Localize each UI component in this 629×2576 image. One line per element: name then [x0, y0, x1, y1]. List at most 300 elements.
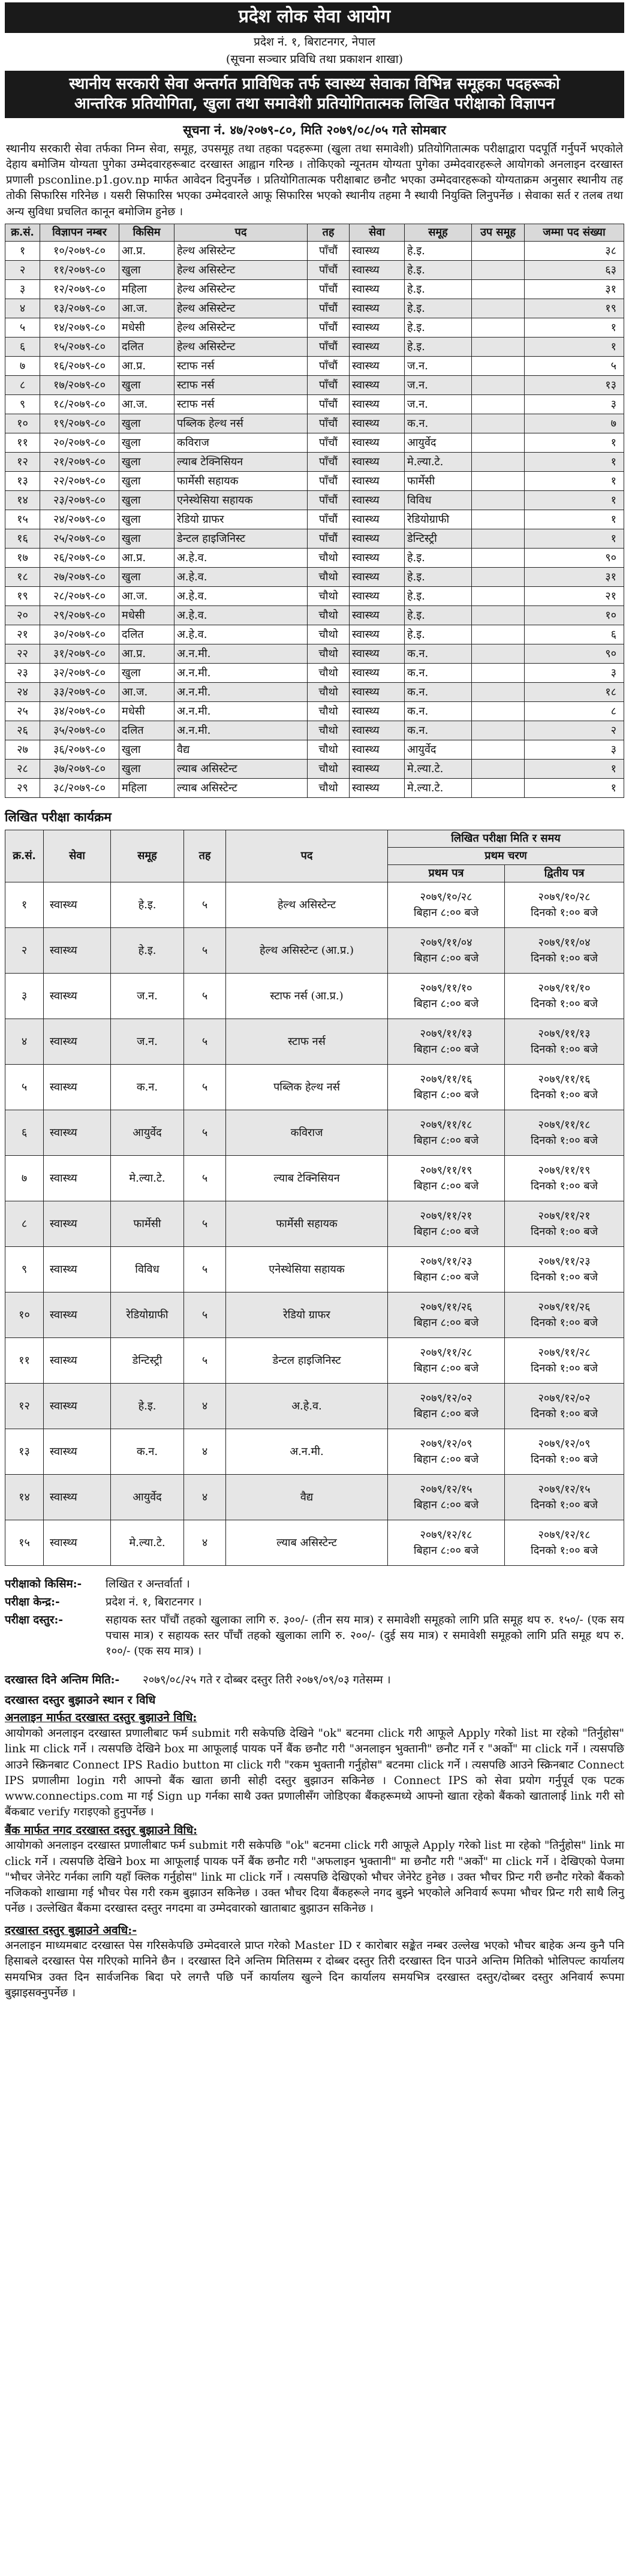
vacancy-cell: १ [525, 318, 624, 338]
vacancy-cell: हे.इ. [405, 587, 472, 606]
vacancy-cell: हेल्थ असिस्टेन्ट [174, 242, 308, 261]
vacancy-cell: स्वास्थ्य [350, 453, 405, 472]
vacancy-cell: आ.ज. [119, 299, 174, 318]
vacancy-cell: २८/२०७९-८० [40, 587, 119, 606]
vacancy-cell: स्वास्थ्य [350, 510, 405, 529]
deadline-row [5, 1673, 624, 1688]
exam-paper1 [388, 1520, 505, 1566]
vacancy-row [5, 318, 624, 338]
vacancy-cell [472, 414, 525, 433]
exam-post: डेन्टल हाइजिनिस्ट [226, 1338, 388, 1384]
vacancy-cell: २४ [5, 683, 40, 702]
vacancy-cell [472, 376, 525, 395]
vacancy-cell: स्टाफ नर्स [174, 357, 308, 376]
vacancy-row [5, 299, 624, 318]
vacancy-cell: १९/२०७९-८० [40, 414, 119, 433]
exam-paper2 [505, 882, 624, 928]
exam-paper1-date: २०७९/१२/१५ [420, 1483, 472, 1496]
exam-sn: २ [5, 928, 44, 974]
exam-group: विविध [111, 1247, 184, 1292]
vacancy-col-2: किसिम [119, 224, 174, 241]
vacancy-cell: १५/२०७९-८० [40, 338, 119, 357]
exam-level: ५ [184, 974, 226, 1019]
vacancy-cell: चौथो [308, 644, 350, 664]
exam-paper2 [505, 1065, 624, 1110]
vacancy-cell: १ [525, 760, 624, 779]
exam-paper1-time: बिहान ८:०० बजे [413, 1544, 479, 1557]
vacancy-cell: २८ [5, 760, 40, 779]
exam-group: डेन्टिस्ट्री [111, 1338, 184, 1384]
exam-level: ४ [184, 1384, 226, 1429]
vacancy-cell [472, 395, 525, 414]
vacancy-cell: ज.न. [405, 395, 472, 414]
vacancy-row [5, 568, 624, 587]
vacancy-cell: क.न. [405, 664, 472, 683]
vacancy-cell: चौथो [308, 568, 350, 587]
vacancy-cell: आ.ज. [119, 395, 174, 414]
exam-level: ४ [184, 1429, 226, 1475]
vacancy-cell: स्वास्थ्य [350, 721, 405, 740]
vacancy-cell: हे.इ. [405, 606, 472, 625]
vacancy-cell: आ.प्र. [119, 644, 174, 664]
exam-group: क.न. [111, 1065, 184, 1110]
vacancy-cell: खुला [119, 453, 174, 472]
exam-paper2 [505, 1429, 624, 1475]
vacancy-cell [472, 644, 525, 664]
exam-service: स्वास्थ्य [44, 1156, 111, 1201]
vacancy-cell: २६ [5, 721, 40, 740]
header [5, 2, 624, 68]
exam-paper1-time: बिहान ८:०० बजे [413, 1270, 479, 1284]
exam-post: रेडियो ग्राफर [226, 1292, 388, 1338]
vacancy-cell: हे.इ. [405, 261, 472, 280]
vacancy-cell: अ.हे.व. [174, 606, 308, 625]
vacancy-cell: २४/२०७९-८० [40, 510, 119, 529]
exam-row [5, 1475, 624, 1520]
exam-paper1 [388, 1429, 505, 1475]
vacancy-cell: ३ [525, 664, 624, 683]
vacancy-cell: हे.इ. [405, 549, 472, 568]
exam-paper2-time: दिनको १:०० बजे [531, 1361, 598, 1375]
vacancy-cell: डेन्टिस्ट्री [405, 529, 472, 549]
vacancy-cell: स्वास्थ्य [350, 261, 405, 280]
exam-level: ५ [184, 1019, 226, 1065]
vacancy-cell [472, 664, 525, 683]
exam-paper1 [388, 1110, 505, 1156]
vacancy-cell: पब्लिक हेल्थ नर्स [174, 414, 308, 433]
vacancy-cell: स्वास्थ्य [350, 338, 405, 357]
exam-paper2 [505, 1338, 624, 1384]
vacancy-cell: क.न. [405, 721, 472, 740]
vacancy-cell: ३१/२०७९-८० [40, 644, 119, 664]
vacancy-cell: १२ [5, 453, 40, 472]
exam-type-row [5, 1577, 624, 1592]
exam-paper2-time: दिनको १:०० बजे [531, 1043, 598, 1056]
vacancy-cell: खुला [119, 433, 174, 453]
vacancy-cell: अ.हे.व. [174, 568, 308, 587]
exam-paper1-time: बिहान ८:०० बजे [413, 1316, 479, 1329]
exam-paper2-date: २०७९/११/१३ [538, 1027, 591, 1040]
exam-paper1 [388, 1475, 505, 1520]
vacancy-cell: १३ [5, 472, 40, 491]
vacancy-cell: पाँचौं [308, 280, 350, 299]
exam-group: मे.ल्या.टे. [111, 1156, 184, 1201]
vacancy-cell: हे.इ. [405, 318, 472, 338]
exam-paper2 [505, 974, 624, 1019]
vacancy-cell: ३२/२०७९-८० [40, 664, 119, 683]
exam-post: अ.हे.व. [226, 1384, 388, 1429]
exam-paper1-date: २०७९/११/०४ [420, 936, 472, 949]
vacancy-cell: अ.न.मी. [174, 664, 308, 683]
exam-post: फार्मेसी सहायक [226, 1201, 388, 1247]
vacancy-cell: ५ [525, 357, 624, 376]
vacancy-cell: क.न. [405, 702, 472, 721]
vacancy-cell: स्वास्थ्य [350, 491, 405, 510]
exam-service: स्वास्थ्य [44, 1065, 111, 1110]
vacancy-cell: हे.इ. [405, 338, 472, 357]
vacancy-cell [472, 683, 525, 702]
vacancy-cell: खुला [119, 664, 174, 683]
vacancy-cell: खुला [119, 740, 174, 760]
vacancy-col-3: पद [174, 224, 308, 241]
vacancy-cell: क.न. [405, 683, 472, 702]
vacancy-cell [472, 721, 525, 740]
vacancy-cell: खुला [119, 510, 174, 529]
vacancy-cell: फार्मेसी सहायक [174, 472, 308, 491]
vacancy-cell [472, 702, 525, 721]
vacancy-cell [472, 357, 525, 376]
exam-paper1-date: २०७९/११/१३ [420, 1027, 472, 1040]
vacancy-cell: स्वास्थ्य [350, 280, 405, 299]
exam-paper2-time: दिनको १:०० बजे [531, 1453, 598, 1466]
exam-sn: ७ [5, 1156, 44, 1201]
exam-paper2-time: दिनको १:०० बजे [531, 1544, 598, 1557]
vacancy-cell: ३ [525, 740, 624, 760]
vacancy-cell: अ.हे.व. [174, 587, 308, 606]
vacancy-cell: स्वास्थ्य [350, 702, 405, 721]
vacancy-cell: २५/२०७९-८० [40, 529, 119, 549]
exam-level: ५ [184, 1156, 226, 1201]
fee-place-heading: दरखास्त दस्तुर बुझाउने स्थान र विधि [5, 1693, 156, 1707]
vacancy-cell: हे.इ. [405, 280, 472, 299]
vacancy-row [5, 664, 624, 683]
vacancy-row [5, 338, 624, 357]
exam-level: ५ [184, 1338, 226, 1384]
vacancy-cell: १६/२०७९-८० [40, 357, 119, 376]
vacancy-cell [472, 606, 525, 625]
exam-post: अ.न.मी. [226, 1429, 388, 1475]
vacancy-row [5, 740, 624, 760]
vacancy-cell: हे.इ. [405, 625, 472, 644]
exam-group: ज.न. [111, 974, 184, 1019]
vacancy-cell [472, 318, 525, 338]
vacancy-cell: अ.न.मी. [174, 644, 308, 664]
payment-period-text: अनलाइन माध्यमबाट दरखास्त पेस गरिसकेपछि उम्मेदवारले प्राप्त गरेको Master ID र कारोबार सङ्केत नम्बर उल्लेख भएको भौचर बाहेक अन्य कुनै पनि हिसाबले दरखास्त पेस गरिएको मानिने छैन । दरखास्त दिने अन्तिम मितिसम्म र दोब्बर दस्तुर तिरी दरखास्त दिन पाउने अन्तिम मितिको भोलिपल्ट कार्यालय समयभित्र उक्त दिन सार्वजनिक बिदा परे लगत्तै पछि पर्ने कार्यालय खुल्ने दिन कार्यालय समयभित्र दरखास्त दस्तुर/दोब्बर दस्तुर अनिवार्य रूपमा बुझाइसक्नुपर्नेछ । [5, 1939, 624, 2000]
exam-level: ५ [184, 1065, 226, 1110]
exam-paper1-time: बिहान ८:०० बजे [413, 1498, 479, 1511]
vacancy-cell: अ.हे.व. [174, 625, 308, 644]
vacancy-cell: दलित [119, 338, 174, 357]
exam-level: ५ [184, 1110, 226, 1156]
exam-paper1-time: बिहान ८:०० बजे [413, 1407, 479, 1420]
exam-level: ४ [184, 1520, 226, 1566]
exam-service: स्वास्थ्य [44, 882, 111, 928]
vacancy-cell: स्वास्थ्य [350, 760, 405, 779]
branch-name: (सूचना सञ्चार प्रविधि तथा प्रकाशन शाखा) [225, 53, 404, 67]
vacancy-cell: ७ [525, 414, 624, 433]
col-sn: क्र.सं. [5, 830, 44, 882]
vacancy-cell: ११/२०७९-८० [40, 261, 119, 280]
exam-paper1-time: बिहान ८:०० बजे [413, 1453, 479, 1466]
exam-paper2 [505, 1475, 624, 1520]
exam-paper1-date: २०७९/१२/०२ [420, 1391, 472, 1405]
col-level: तह [184, 830, 226, 882]
exam-sn: ११ [5, 1338, 44, 1384]
exam-paper1-date: २०७९/११/२३ [420, 1255, 472, 1268]
exam-post: पब्लिक हेल्थ नर्स [226, 1065, 388, 1110]
vacancy-cell: ज.न. [405, 376, 472, 395]
exam-paper1 [388, 1384, 505, 1429]
vacancy-row [5, 472, 624, 491]
exam-group: क.न. [111, 1429, 184, 1475]
exam-fee-label: परीक्षा दस्तुर:- [5, 1614, 64, 1627]
exam-group: हे.इ. [111, 882, 184, 928]
vacancy-cell: ८ [5, 376, 40, 395]
exam-post: वैद्य [226, 1475, 388, 1520]
vacancy-cell: १ [525, 338, 624, 357]
vacancy-cell: खुला [119, 414, 174, 433]
vacancy-cell: १२/२०७९-८० [40, 280, 119, 299]
exam-paper1-time: बिहान ८:०० बजे [413, 1225, 479, 1238]
vacancy-cell: १ [5, 242, 40, 261]
exam-paper2-date: २०७९/११/१० [538, 981, 591, 995]
vacancy-cell: १०/२०७९-८० [40, 242, 119, 261]
intro-paragraph: स्थानीय सरकारी सेवा तर्फका निम्न सेवा, समूह, उपसमूह तथा तहका पदहरूमा (खुला तथा समावेशी) प्रतियोगितात्मक परीक्षाद्वारा पदपूर्ति गर्नुपर्ने भएकोले देहाय बमोजिम योग्यता पुगेका उम्मेदवारहरूबाट दरखास्त आह्वान गरिन्छ । तोकिएको न्यूनतम योग्यता पुगेका उम्मेदवारहरूले आयोगको अनलाइन दरखास्त प्रणाली psconline.p1.gov.np मार्फत आवेदन दिनुपर्नेछ । प्रतियोगितात्मक परीक्षाबाट छनौट भएका उम्मेदवारहरूको योग्यताक्रम अनुसार स्थानीय तह तोकी सिफारिस गरिनेछ । यसरी सिफारिस भएका उम्मेदवारले आफू सिफारिस भएको स्थानीय तहमा नै स्थायी नियुक्ति लिनुपर्नेछ । सेवाका सर्त र तलब तथा अन्य सुविधा प्रचलित कानून बमोजिम हुनेछ । [6, 142, 623, 218]
vacancy-cell: खुला [119, 529, 174, 549]
vacancy-cell [472, 338, 525, 357]
vacancy-cell: २२/२०७९-८० [40, 472, 119, 491]
vacancy-cell: ३५/२०७९-८० [40, 721, 119, 740]
exam-row [5, 974, 624, 1019]
exam-level: ४ [184, 1475, 226, 1520]
vacancy-col-5: सेवा [350, 224, 405, 241]
vacancy-cell: ३ [5, 280, 40, 299]
vacancy-cell: ३६/२०७९-८० [40, 740, 119, 760]
exam-row [5, 1247, 624, 1292]
vacancy-cell: ५ [5, 318, 40, 338]
vacancy-cell: स्वास्थ्य [350, 740, 405, 760]
exam-post: स्टाफ नर्स (आ.प्र.) [226, 974, 388, 1019]
exam-paper1-date: २०७९/११/१९ [420, 1164, 472, 1177]
vacancy-cell: मे.ल्या.टे. [405, 760, 472, 779]
vacancy-cell: २१ [525, 587, 624, 606]
vacancy-cell: १६ [5, 529, 40, 549]
exam-sn: ६ [5, 1110, 44, 1156]
exam-service: स्वास्थ्य [44, 1338, 111, 1384]
vacancy-cell: २५ [5, 702, 40, 721]
vacancy-cell [472, 587, 525, 606]
exam-fee-row [5, 1613, 624, 1659]
vacancy-cell [472, 625, 525, 644]
exam-paper1-time: बिहान ८:०० बजे [413, 1361, 479, 1375]
vacancy-cell: स्वास्थ्य [350, 299, 405, 318]
exam-paper1-date: २०७९/१२/१८ [420, 1528, 472, 1541]
vacancy-cell: स्वास्थ्य [350, 625, 405, 644]
exam-post: कविराज [226, 1110, 388, 1156]
vacancy-cell: स्वास्थ्य [350, 414, 405, 433]
exam-paper1-date: २०७९/११/१६ [420, 1072, 472, 1086]
vacancy-cell: स्वास्थ्य [350, 683, 405, 702]
exam-group: हे.इ. [111, 928, 184, 974]
vacancy-cell: १ [525, 491, 624, 510]
exam-level: ५ [184, 928, 226, 974]
exam-post: ल्याब असिस्टेन्ट [226, 1520, 388, 1566]
vacancy-cell [472, 779, 525, 798]
vacancy-cell: मधेसी [119, 318, 174, 338]
vacancy-row [5, 606, 624, 625]
vacancy-cell: चौथो [308, 779, 350, 798]
vacancy-cell: पाँचौं [308, 529, 350, 549]
vacancy-cell: रेडियोग्राफी [405, 510, 472, 529]
vacancy-row [5, 702, 624, 721]
vacancy-cell: २९/२०७९-८० [40, 606, 119, 625]
vacancy-row [5, 414, 624, 433]
vacancy-cell: पाँचौं [308, 472, 350, 491]
vacancy-row [5, 433, 624, 453]
vacancy-cell: २७/२०७९-८० [40, 568, 119, 587]
vacancy-cell: खुला [119, 472, 174, 491]
exam-paper1-time: बिहान ८:०० बजे [413, 1088, 479, 1101]
vacancy-row [5, 453, 624, 472]
exam-row [5, 1019, 624, 1065]
vacancy-cell: एनेस्थेसिया सहायक [174, 491, 308, 510]
exam-paper1-time: बिहान ८:०० बजे [413, 906, 479, 919]
vacancy-cell: स्वास्थ्य [350, 568, 405, 587]
commission-title: प्रदेश लोक सेवा आयोग [5, 2, 624, 33]
vacancy-cell: आ.प्र. [119, 242, 174, 261]
exam-sn: १३ [5, 1429, 44, 1475]
exam-group: हे.इ. [111, 1384, 184, 1429]
col-paper-2: द्वितीय पत्र [505, 865, 624, 882]
vacancy-cell: २१/२०७९-८० [40, 453, 119, 472]
deadline-value: २०७९/०८/२५ गते र दोब्बर दस्तुर तिरी २०७९/०९/०३ गतेसम्म । [143, 1673, 391, 1686]
exam-paper1 [388, 974, 505, 1019]
vacancy-cell [472, 299, 525, 318]
exam-paper2-date: २०७९/११/१८ [538, 1118, 591, 1131]
vacancy-cell: ९० [525, 644, 624, 664]
exam-level: ५ [184, 1292, 226, 1338]
exam-paper1 [388, 1156, 505, 1201]
vacancy-cell: आ.प्र. [119, 549, 174, 568]
exam-row [5, 1520, 624, 1566]
exam-service: स्वास्थ्य [44, 1429, 111, 1475]
exam-group: आयुर्वेद [111, 1110, 184, 1156]
vacancy-cell: १३ [525, 376, 624, 395]
col-post: पद [226, 830, 388, 882]
exam-type-value: लिखित र अन्तर्वार्ता । [106, 1578, 190, 1591]
exam-sn: ३ [5, 974, 44, 1019]
exam-schedule-table [5, 830, 624, 1566]
exam-paper2-time: दिनको १:०० बजे [531, 997, 598, 1010]
exam-service: स्वास्थ्य [44, 1292, 111, 1338]
exam-paper2-time: दिनको १:०० बजे [531, 1088, 598, 1101]
exam-paper2-date: २०७९/११/१९ [538, 1164, 591, 1177]
vacancy-cell [472, 568, 525, 587]
vacancy-cell: ९ [5, 395, 40, 414]
vacancy-cell [472, 433, 525, 453]
vacancy-cell: महिला [119, 280, 174, 299]
vacancy-col-6: समूह [405, 224, 472, 241]
vacancy-cell: चौथो [308, 587, 350, 606]
col-group: समूह [111, 830, 184, 882]
vacancy-cell: क.न. [405, 644, 472, 664]
vacancy-cell [472, 529, 525, 549]
vacancy-cell: स्वास्थ्य [350, 606, 405, 625]
exam-sn: ८ [5, 1201, 44, 1247]
exam-group: रेडियोग्राफी [111, 1292, 184, 1338]
online-payment-heading: अनलाइन मार्फत दरखास्त दस्तुर बुझाउने विधि: [5, 1711, 197, 1725]
vacancy-cell: ६३ [525, 261, 624, 280]
exam-paper2 [505, 1201, 624, 1247]
exam-sn: ४ [5, 1019, 44, 1065]
vacancy-cell: २ [5, 261, 40, 280]
vacancy-col-1: विज्ञापन नम्बर [40, 224, 119, 241]
vacancy-cell: ६ [525, 625, 624, 644]
vacancy-cell: पाँचौं [308, 453, 350, 472]
exam-row [5, 1292, 624, 1338]
exam-paper1-date: २०७९/११/१० [420, 981, 472, 995]
vacancy-cell: खुला [119, 568, 174, 587]
vacancy-cell: मे.ल्या.टे. [405, 779, 472, 798]
vacancy-col-8: जम्मा पद संख्या [525, 224, 624, 241]
exam-row [5, 1110, 624, 1156]
vacancy-cell: मधेसी [119, 702, 174, 721]
vacancy-cell: पाँचौं [308, 299, 350, 318]
exam-row [5, 1384, 624, 1429]
exam-paper2-time: दिनको १:०० बजे [531, 1225, 598, 1238]
deadline-label: दरखास्त दिने अन्तिम मिति:- [5, 1673, 120, 1686]
online-payment-text: आयोगको अनलाइन दरखास्त प्रणालीबाट फर्म submit गरी सकेपछि देखिने "ok" बटनमा click गरी आफूले Apply गरेको list मा रहेको "तिर्नुहोस" link मा click गर्ने । त्यसपछि देखिने box मा आफूलाई पायक पर्ने बैंक छनौट गरी "अनलाइन भुक्तानी" छनौट गर्ने र "अर्को" मा click गर्ने । त्यसपछि आउने स्क्रिनबाट Connect IPS Radio button मा click गरी "रकम भुक्तानी गर्नुहोस" बटनमा click गर्ने । त्यसपछि आउने स्क्रिनबाट Connect IPS प्रणालीमा login गरी आफ्नो बैंक खाता छानी सोही दस्तुर बुझाउन सकिनेछ । Connect IPS को सेवा प्रयोग गर्नुपूर्व एक पटक www.connectips.com मा गई Sign up गर्नका साथै उक्त प्रणालीसँग जोडिएका बैंकहरूमध्ये आफ्नो खाता रहेको बैंकको खातालाई link गरी सो बैंकबाट verify गराइएको हुनुपर्नेछ । [5, 1727, 624, 1819]
vacancy-cell: ३८/२०७९-८० [40, 779, 119, 798]
exam-post: हेल्थ असिस्टेन्ट [226, 882, 388, 928]
vacancy-cell: ३ [525, 395, 624, 414]
vacancy-cell [472, 549, 525, 568]
exam-row [5, 928, 624, 974]
vacancy-cell: १८/२०७९-८० [40, 395, 119, 414]
exam-sn: ९ [5, 1247, 44, 1292]
exam-paper1 [388, 928, 505, 974]
vacancy-cell: स्वास्थ्य [350, 376, 405, 395]
vacancy-cell: २९ [5, 779, 40, 798]
vacancy-cell [472, 453, 525, 472]
vacancy-cell: चौथो [308, 740, 350, 760]
vacancy-cell: ४ [5, 299, 40, 318]
exam-level: ५ [184, 1247, 226, 1292]
vacancy-cell: १४ [5, 491, 40, 510]
vacancy-cell: पाँचौं [308, 242, 350, 261]
exam-service: स्वास्थ्य [44, 1247, 111, 1292]
exam-paper1-time: बिहान ८:०० बजे [413, 997, 479, 1010]
vacancy-cell: पाँचौं [308, 376, 350, 395]
vacancy-cell: पाँचौं [308, 395, 350, 414]
vacancy-cell: मे.ल्या.टे. [405, 453, 472, 472]
vacancy-cell: स्वास्थ्य [350, 664, 405, 683]
vacancy-cell: हेल्थ असिस्टेन्ट [174, 318, 308, 338]
vacancy-cell: चौथो [308, 625, 350, 644]
exam-level: ५ [184, 1201, 226, 1247]
vacancy-cell: आ.प्र. [119, 357, 174, 376]
exam-paper2-time: दिनको १:०० बजे [531, 1134, 598, 1147]
